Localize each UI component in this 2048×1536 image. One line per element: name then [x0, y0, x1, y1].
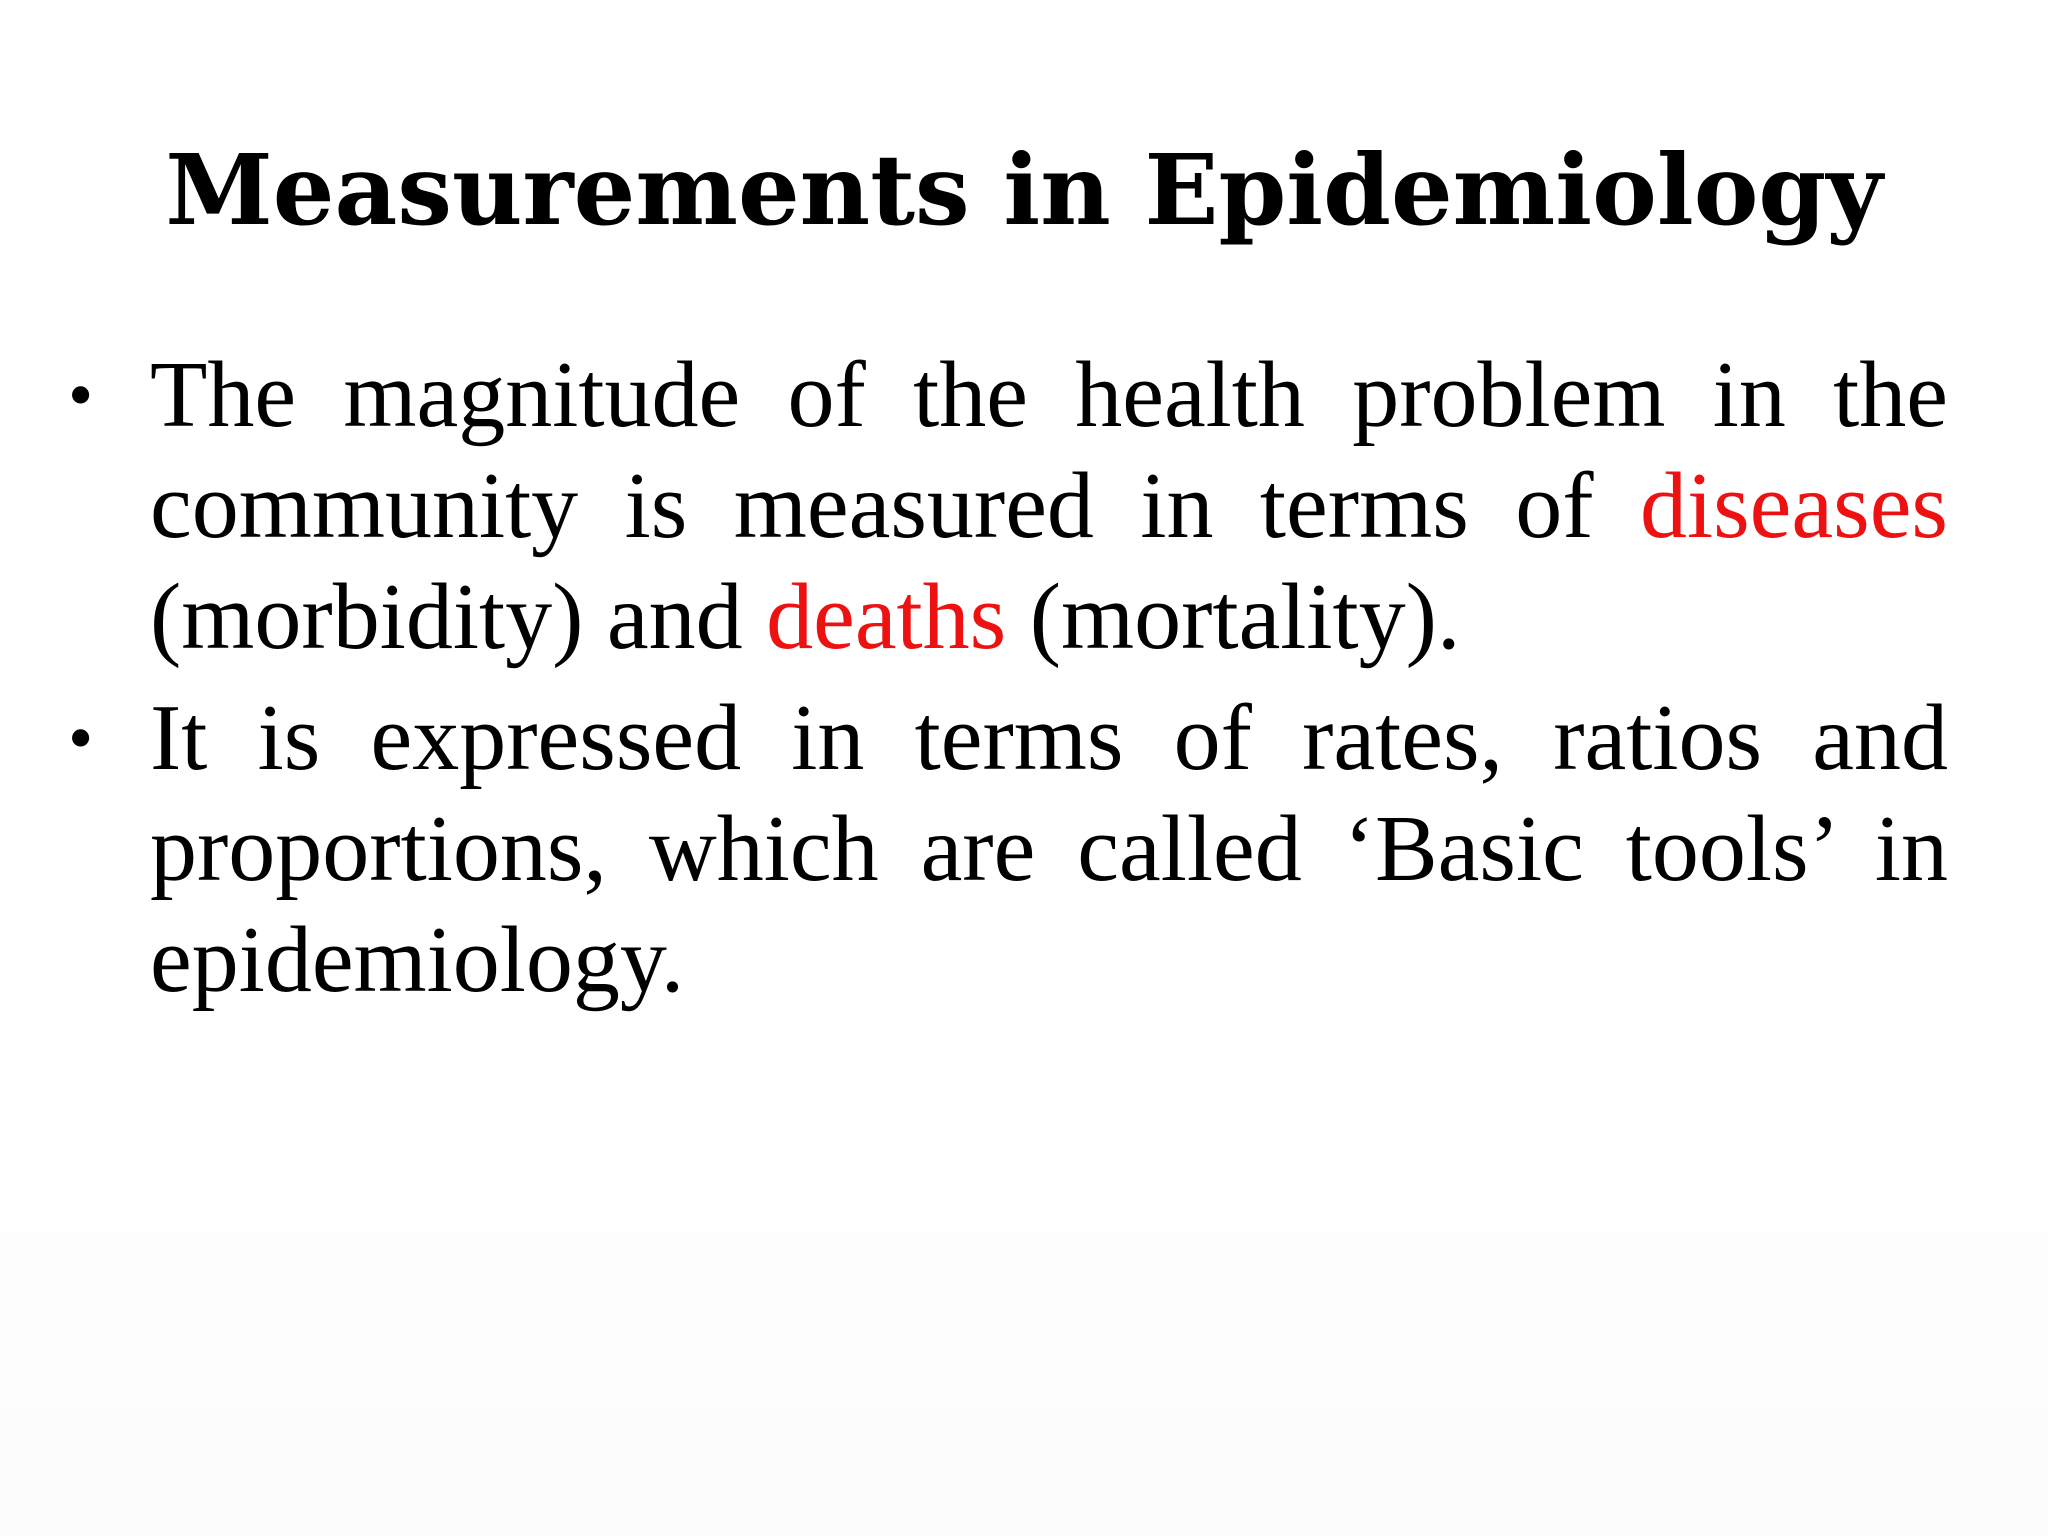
bullet-text-part: (mortality).: [1006, 565, 1461, 669]
bullet-text-part: The magnitude of the health problem in the community is measured in terms of: [150, 343, 1948, 558]
highlight-diseases: diseases: [1639, 454, 1948, 558]
bullet-text-part: (morbidity) and: [150, 565, 767, 669]
bullet-item: [68, 683, 1948, 1016]
bullet-list: [68, 340, 1948, 1026]
bullet-marker: •: [68, 355, 94, 435]
bullet-text: It is expressed in terms of rates, ratios and proportions, which are called ‘Basic tools’ in epidemiology.: [150, 686, 1948, 1012]
highlight-deaths: deaths: [766, 565, 1007, 669]
bullet-item: [68, 340, 1948, 673]
slide-title: Measurements in Epidemiology: [165, 133, 1883, 247]
bullet-marker: •: [68, 698, 94, 778]
